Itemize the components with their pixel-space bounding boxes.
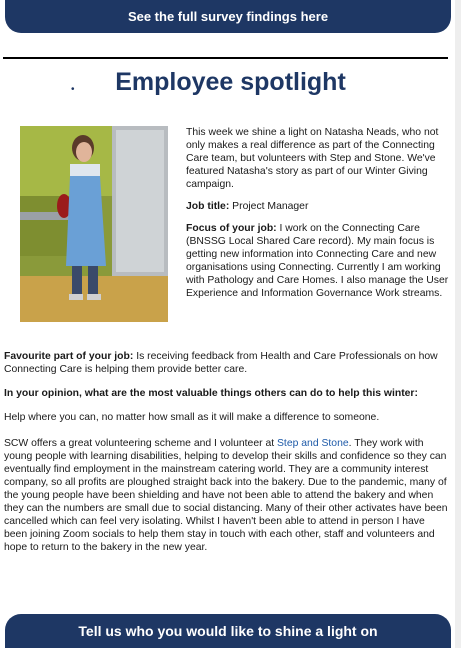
favourite-part (4, 350, 450, 376)
scw-paragraph (4, 437, 450, 554)
favourite-value: Is receiving feedback from Health and Care Professionals on how Connecting Care is helping them provide better care. (4, 351, 438, 375)
step-and-stone-link[interactable]: Step and Stone (277, 438, 349, 449)
intro-paragraph: This week we shine a light on Natasha Neads, who not only makes a real difference as part of the Connecting Care team, but volunteers with Step and Stone. We've featured Natasha's story as part of our Winter Giving campaign. (186, 127, 439, 190)
job-title-value: Project Manager (229, 201, 309, 212)
bullet-dot: • (71, 84, 75, 95)
scw-before-link: SCW offers a great volunteering scheme and I volunteer at (4, 438, 277, 449)
answer: Help where you can, no matter how small as it will make a difference to someone. (4, 412, 380, 423)
job-title-label: Job title: (186, 201, 230, 212)
scw-after-link: . They work with young people with learning disabilities, helping to develop their skills and confidence so they can eventually find employment in the mainstream catering world. They are a community interest company, so all profits are ploughed straight back into the bakery. Due to the pandemic, many of the young people have been shielding and have not been able to attend the bakery and when they can the numbers are small due to social distancing. Many of their other activates have been cancelled which can feel very isolating. Whilst I haven't been able to attend in person I have been joining Zoom socials to help them stay in touch with each other, staff and volunteers and hope to return to the bakery in the new year. (4, 438, 448, 553)
job-title (186, 200, 454, 213)
job-focus (186, 222, 454, 300)
question (4, 387, 450, 400)
shine-a-light-button[interactable]: Tell us who you would like to shine a light on (5, 614, 451, 648)
section-divider (3, 57, 448, 59)
survey-findings-button[interactable]: See the full survey findings here (5, 0, 451, 33)
favourite-label: Favourite part of your job: (4, 351, 134, 362)
scrollbar[interactable] (455, 0, 461, 648)
intro-text (186, 126, 454, 309)
article-body (4, 350, 450, 567)
question-text: In your opinion, what are the most valuable things others can do to help this winter: (4, 388, 418, 399)
employee-photo (20, 126, 168, 322)
job-focus-label: Focus of your job: (186, 223, 277, 234)
page-title: Employee spotlight (115, 68, 346, 96)
job-focus-value: I work on the Connecting Care (BNSSG Local Shared Care record). My main focus is getting new information into Connecting Care and new organisations using Connecting. Currently I am working with Pathology and Care Homes. I also manage the User Experience and Information Governance Work streams. (186, 223, 449, 299)
